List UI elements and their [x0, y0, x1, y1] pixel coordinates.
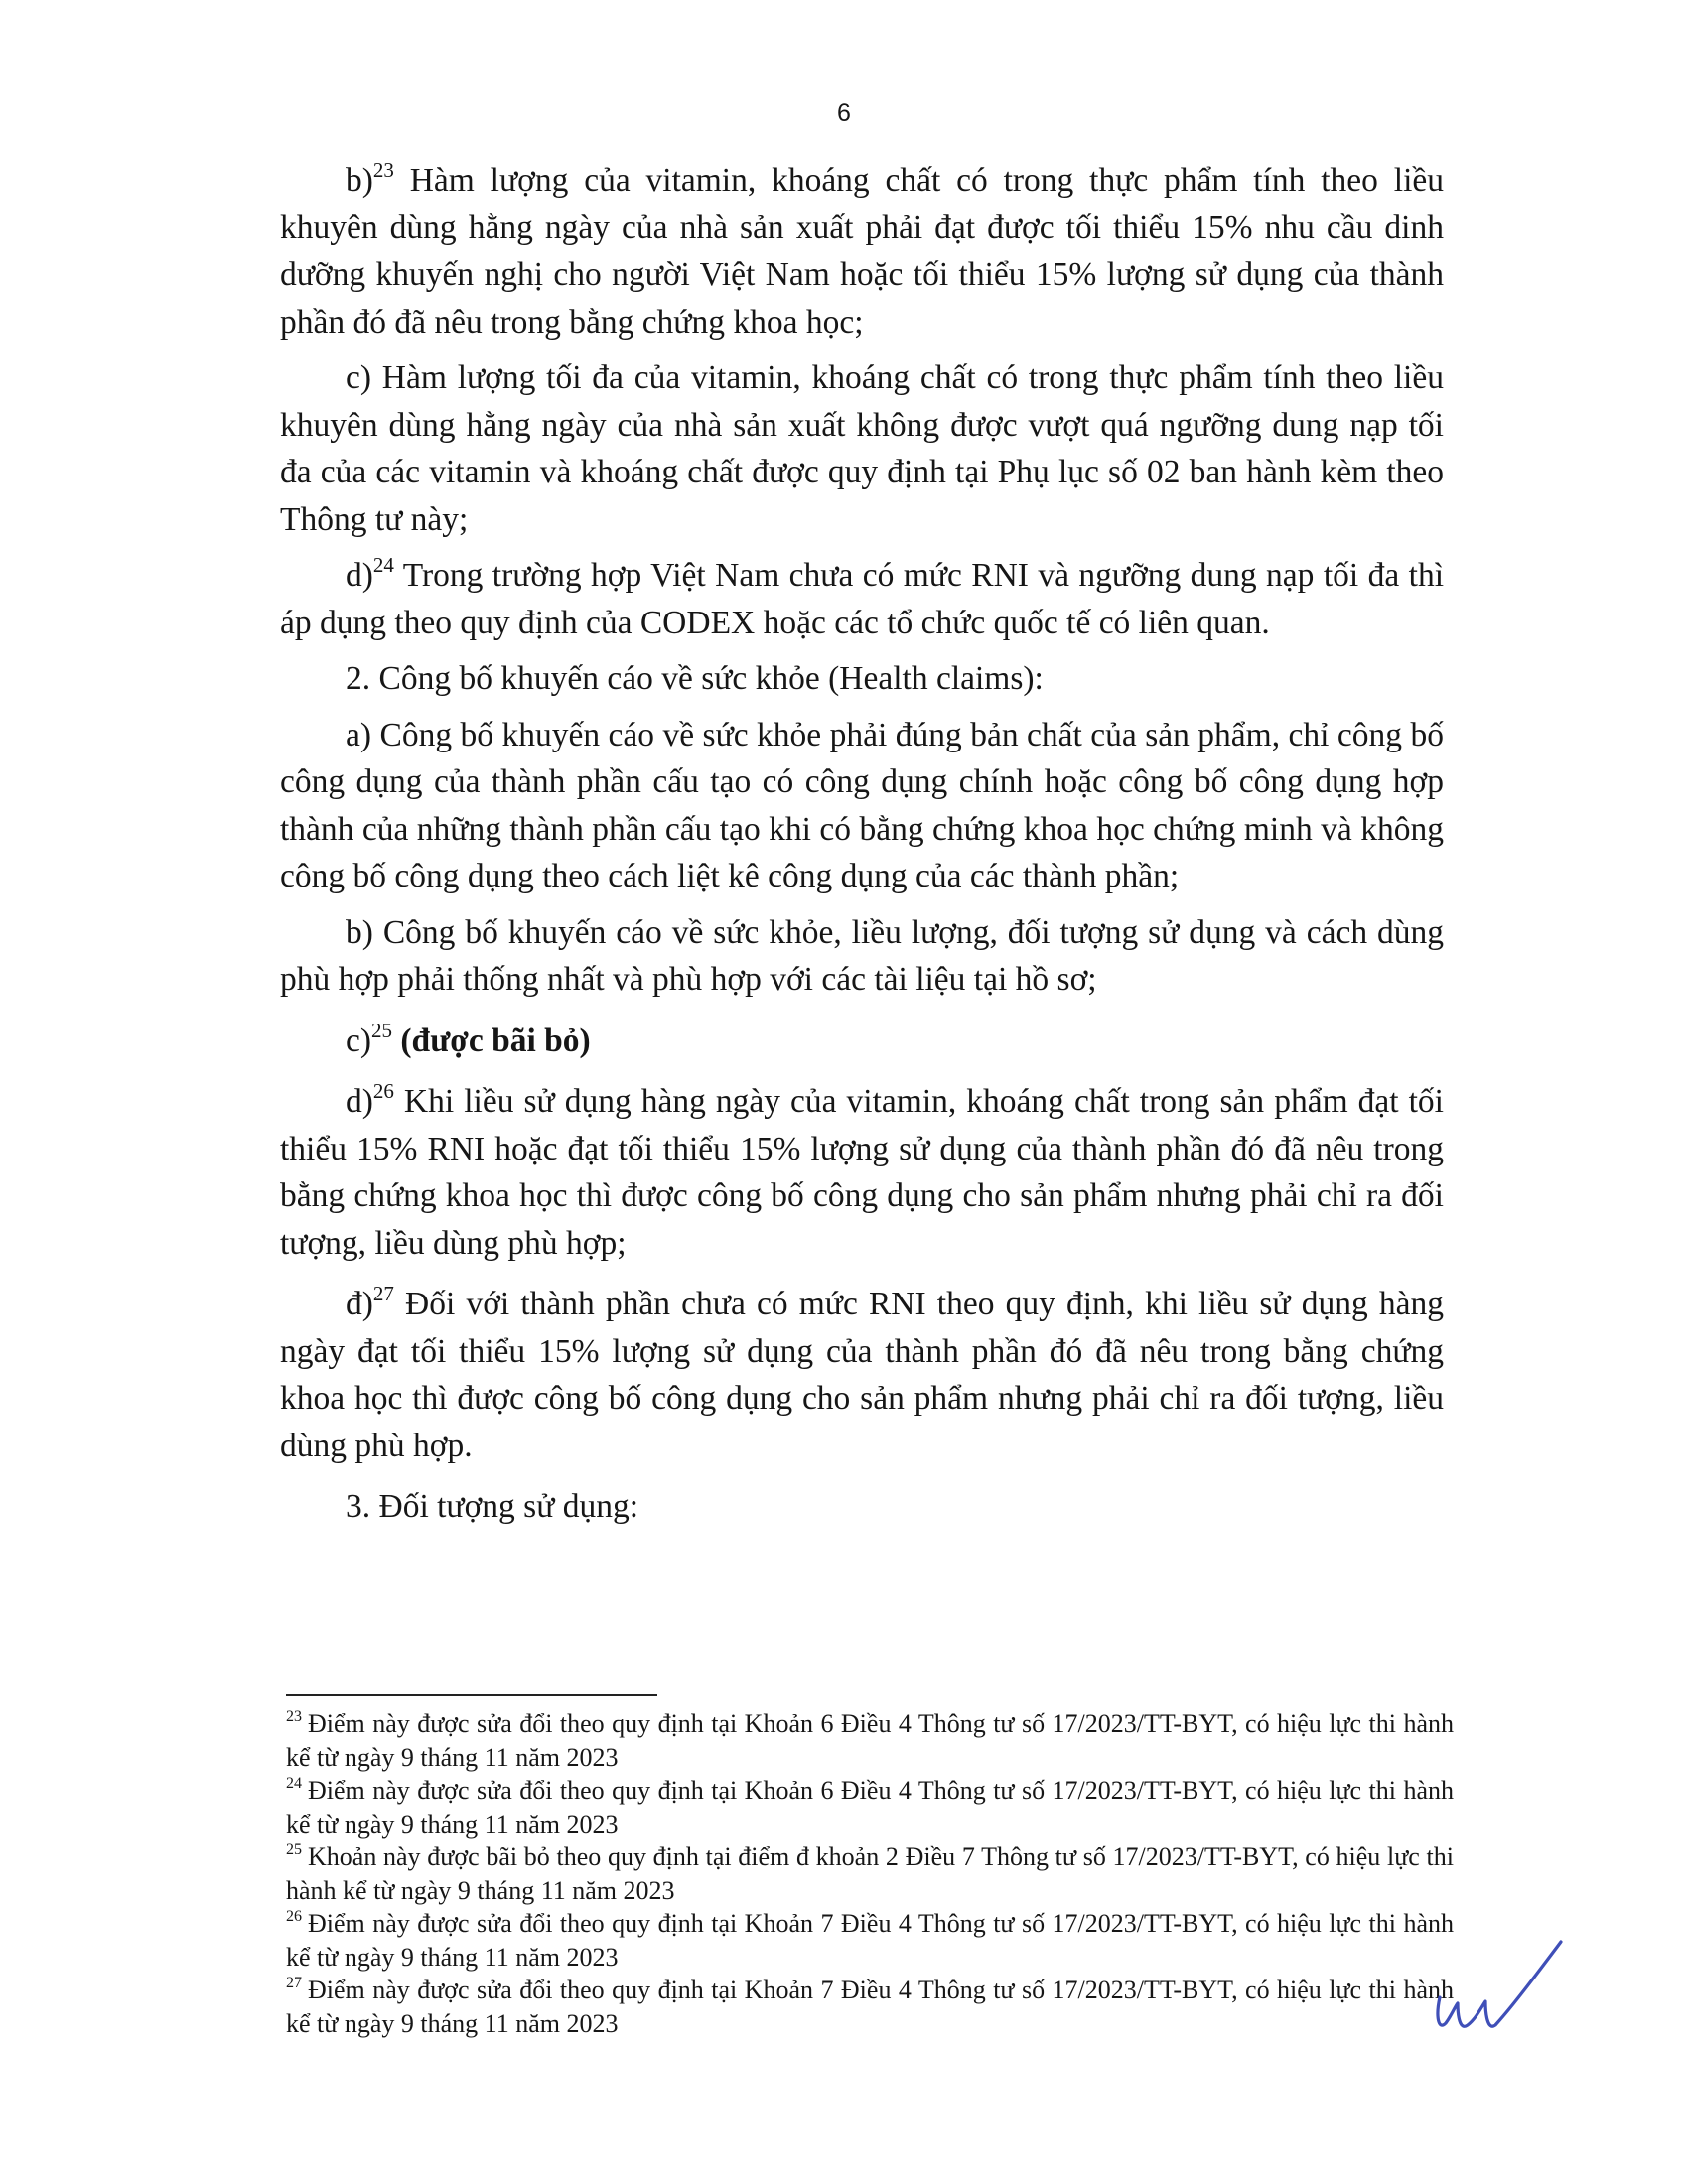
paragraph-point-c [280, 354, 1444, 543]
footnote-text: Điểm này được sửa đổi theo quy định tại Khoản 7 Điều 4 Thông tư số 17/2023/TT-BYT, có hiệu lực thi hành kể từ ngày 9 tháng 11 năm 2023 [286, 1909, 1454, 1972]
footnote-text: Điểm này được sửa đổi theo quy định tại Khoản 7 Điều 4 Thông tư số 17/2023/TT-BYT, có hiệu lực thi hành kể từ ngày 9 tháng 11 năm 2023 [286, 1976, 1454, 2038]
paragraph-claims-dd [280, 1281, 1444, 1469]
footnotes [286, 1707, 1454, 2040]
paragraph-text: a) Công bố khuyến cáo về sức khỏe phải đúng bản chất của sản phẩm, chỉ công bố công dụng của thành phần cấu tạo có công dụng chính hoặc công bố công dụng hợp thành của những thành phần cấu tạo khi có bằng chứng khoa học chứng minh và không công bố công dụng theo cách liệt kê công dụng của các thành phần; [280, 716, 1444, 894]
paragraph-text: Đối với thành phần chưa có mức RNI theo quy định, khi liều sử dụng hàng ngày đạt tối thiểu 15% lượng sử dụng của thành phần đó đã nêu trong bằng chứng khoa học thì được công bố công dụng cho sản phẩm nhưng phải chỉ ra đối tượng, liều dùng phù hợp. [280, 1286, 1444, 1464]
footnote-ref-25[interactable]: 25 [371, 1018, 393, 1042]
footnote-24 [286, 1774, 1454, 1841]
paragraph-text: c) Hàm lượng tối đa của vitamin, khoáng chất có trong thực phẩm tính theo liều khuyên dùng hằng ngày của nhà sản xuất không được vượt quá ngưỡng dung nạp tối đa của các vitamin và khoáng chất được quy định tại Phụ lục số 02 ban hành kèm theo Thông tư này; [280, 359, 1444, 538]
footnote-26 [286, 1907, 1454, 1974]
paragraph-text: Hàm lượng của vitamin, khoáng chất có trong thực phẩm tính theo liều khuyên dùng hằng ngày của nhà sản xuất phải đạt được tối thiểu 15% nhu cầu dinh dưỡng khuyến nghị cho người Việt Nam hoặc tối thiểu 15% lượng sử dụng của thành phần đó đã nêu trong bằng chứng khoa học; [280, 162, 1444, 341]
footnote-ref-26[interactable]: 26 [372, 1079, 394, 1103]
paragraph-claims-d [280, 1078, 1444, 1267]
footnote-ref-23[interactable]: 23 [372, 158, 394, 182]
footnote-divider [286, 1694, 657, 1696]
footnote-text: Điểm này được sửa đổi theo quy định tại Khoản 6 Điều 4 Thông tư số 17/2023/TT-BYT, có hiệu lực thi hành kể từ ngày 9 tháng 11 năm 2023 [286, 1776, 1454, 1839]
paragraph-claims-c-repealed [280, 1018, 1444, 1065]
section-heading-health-claims [280, 655, 1444, 703]
footnote-number: 25 [286, 1842, 302, 1858]
paragraph-text: b) Công bố khuyến cáo về sức khỏe, liều lượng, đối tượng sử dụng và cách dùng phù hợp phải thống nhất và phù hợp với các tài liệu tại hồ sơ; [280, 913, 1444, 998]
footnote-number: 23 [286, 1708, 302, 1725]
paragraph-text: 2. Công bố khuyến cáo về sức khỏe (Health claims): [346, 660, 1044, 697]
repealed-note: (được bãi bỏ) [392, 1022, 591, 1059]
footnote-number: 24 [286, 1775, 302, 1792]
paragraph-claims-a [280, 712, 1444, 900]
paragraph-label: d) [346, 1083, 373, 1120]
page-number: 6 [837, 99, 851, 127]
footnote-25 [286, 1841, 1454, 1907]
paragraph-label: b) [346, 162, 373, 199]
footnote-ref-27[interactable]: 27 [372, 1282, 394, 1305]
footnote-text: Khoản này được bãi bỏ theo quy định tại điểm đ khoản 2 Điều 7 Thông tư số 17/2023/TT-BYT, có hiệu lực thi hành kể từ ngày 9 tháng 11 năm 2023 [286, 1843, 1454, 1905]
footnote-27 [286, 1974, 1454, 2040]
paragraph-text: 3. Đối tượng sử dụng: [346, 1488, 639, 1525]
paragraph-label: d) [346, 557, 373, 594]
signature-icon [1430, 1936, 1569, 2045]
paragraph-label: đ) [346, 1286, 373, 1322]
footnote-text: Điểm này được sửa đổi theo quy định tại Khoản 6 Điều 4 Thông tư số 17/2023/TT-BYT, có hiệu lực thi hành kể từ ngày 9 tháng 11 năm 2023 [286, 1709, 1454, 1772]
footnote-ref-24[interactable]: 24 [372, 553, 394, 577]
section-heading-target-users [280, 1483, 1444, 1531]
paragraph-point-b [280, 157, 1444, 345]
footnote-number: 26 [286, 1908, 302, 1925]
paragraph-point-d [280, 552, 1444, 646]
paragraph-text: Trong trường hợp Việt Nam chưa có mức RNI và ngưỡng dung nạp tối đa thì áp dụng theo quy định của CODEX hoặc các tổ chức quốc tế có liên quan. [280, 557, 1444, 641]
paragraph-text: Khi liều sử dụng hàng ngày của vitamin, khoáng chất trong sản phẩm đạt tối thiểu 15% RNI hoặc đạt tối thiểu 15% lượng sử dụng của thành phần đó đã nêu trong bằng chứng khoa học thì được công bố công dụng cho sản phẩm nhưng phải chỉ ra đối tượng, liều dùng phù hợp; [280, 1083, 1444, 1262]
document-body [280, 157, 1444, 1540]
footnote-23 [286, 1707, 1454, 1774]
paragraph-claims-b [280, 909, 1444, 1004]
paragraph-label: c) [346, 1022, 372, 1059]
footnote-number: 27 [286, 1975, 302, 1991]
signature-stroke [1438, 1942, 1561, 2026]
